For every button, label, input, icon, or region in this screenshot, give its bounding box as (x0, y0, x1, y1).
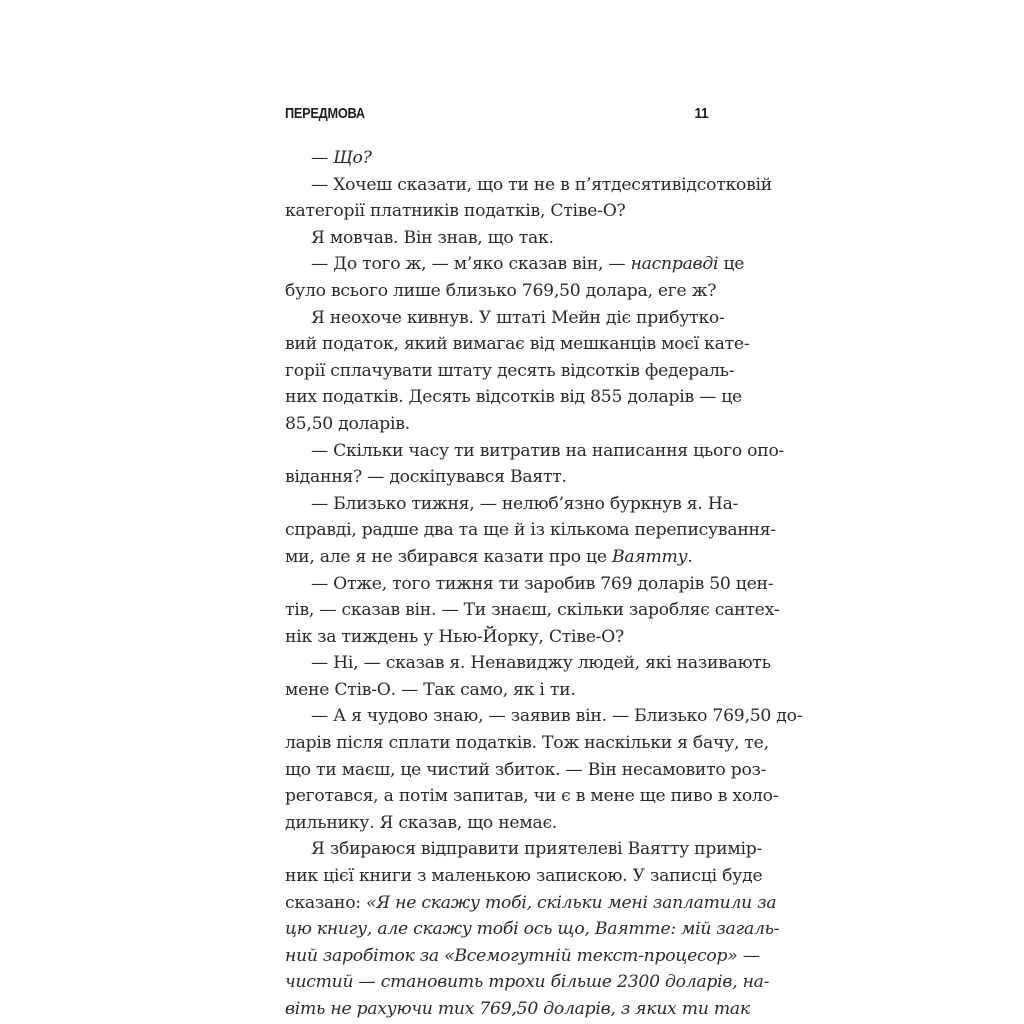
text-run: це (718, 254, 745, 275)
italic-text: Що? (333, 148, 372, 168)
text-run: категорії платників податків, Стіве-О? (285, 201, 626, 222)
italic-text: цю книгу, але скажу тобі ось що, Ваятте: мій загаль- (285, 919, 780, 940)
text-run: реготався, а потім запитав, чи є в мене ще пиво в холо- (285, 786, 779, 807)
text-run: — Отже, того тижня ти заробив 769 доларів 50 цен- (311, 573, 774, 594)
text-run: вий податок, який вимагає від мешканців моєї кате- (285, 334, 750, 355)
text-run: дильнику. Я сказав, що немає. (285, 812, 558, 833)
text-line (285, 358, 735, 385)
text-run: відання? — доскіпувався Ваятт. (285, 467, 567, 488)
text-line (285, 145, 709, 172)
italic-text: Ваятту (611, 546, 688, 567)
text-line (285, 571, 774, 598)
text-line (285, 464, 709, 491)
text-run: горії сплачувати штату десять відсотків федераль- (285, 360, 735, 381)
text-line (285, 969, 770, 996)
italic-text: «Я не скажу тобі, скільки мені заплатили за (366, 892, 777, 913)
text-run: справді, радше два та ще й із кількома переписування- (285, 520, 776, 541)
text-run: нік за тиждень у Нью-Йорку, Стіве-О? (285, 626, 624, 647)
text-run: було всього лише близько 769,50 долара, еге ж? (285, 280, 717, 301)
text-line (285, 517, 776, 544)
text-run: мене Стів-О. — Так само, як і ти. (285, 679, 576, 700)
text-line (285, 491, 739, 518)
text-run: — Близько тижня, — нелюб’язно буркнув я. На- (311, 493, 739, 514)
text-line (285, 384, 742, 411)
text-line (285, 757, 767, 784)
text-run: — Ні, — сказав я. Ненавиджу людей, які називають (311, 653, 771, 674)
text-run: ларів після сплати податків. Тож наскільки я бачу, те, (285, 733, 769, 754)
text-line (285, 278, 717, 305)
text-line (285, 810, 709, 837)
text-run: — До того ж, — м’яко сказав він, — (311, 254, 631, 275)
italic-text: ний заробіток за «Всемогутній текст-процесор» — (285, 945, 760, 966)
text-line (285, 225, 709, 252)
text-line (285, 411, 709, 438)
text-run: сказано: (285, 892, 367, 913)
text-run: 85,50 доларів. (285, 413, 410, 434)
text-line (285, 544, 709, 571)
text-run: них податків. Десять відсотків від 855 доларів — це (285, 387, 742, 408)
text-line (285, 198, 709, 225)
text-line (285, 677, 709, 704)
text-run: — Хочеш сказати, що ти не в п’ятдесятивідсотковій (311, 174, 772, 195)
italic-text: чистий — становить трохи більше 2300 доларів, на- (285, 972, 770, 993)
text-run: ник цієї книги з маленькою запискою. У записці буде (285, 866, 763, 887)
text-line (285, 996, 750, 1023)
page-number: 11 (694, 105, 708, 122)
text-line (285, 943, 760, 970)
text-run: Я збираюся відправити приятелеві Ваятту примір- (311, 839, 763, 860)
text-line (285, 331, 750, 358)
italic-text: насправді (630, 254, 719, 275)
text-run: ми, але я не збирався казати про це (285, 546, 612, 567)
text-line (285, 251, 745, 278)
text-line (285, 703, 803, 730)
text-line (285, 624, 709, 651)
text-line (285, 597, 780, 624)
running-head (285, 105, 708, 122)
text-line (285, 730, 769, 757)
text-run: — Скільки часу ти витратив на написання цього опо- (311, 440, 785, 461)
text-line (285, 305, 725, 332)
text-run: — А я чудово знаю, — заявив він. — Близько 769,50 до- (311, 706, 803, 727)
text-line (285, 863, 763, 890)
text-line (285, 783, 779, 810)
text-run: — (311, 148, 334, 168)
italic-text: віть не рахуючи тих 769,50 доларів, з яких ти так (285, 999, 750, 1019)
text-line (285, 836, 763, 863)
text-run: . (687, 546, 693, 567)
text-line (285, 172, 772, 199)
text-run: Я неохоче кивнув. У штаті Мейн діє прибутко- (311, 307, 725, 328)
text-run: що ти маєш, це чистий збиток. — Він несамовито роз- (285, 759, 767, 780)
text-line (285, 916, 780, 943)
text-run: тів, — сказав він. — Ти знаєш, скільки заробляє сантех- (285, 600, 780, 621)
text-line (285, 890, 777, 917)
text-line (285, 650, 771, 677)
text-run: Я мовчав. Він знав, що так. (311, 227, 554, 248)
text-line (285, 438, 785, 465)
body-text (285, 145, 803, 1023)
section-title: ПЕРЕДМОВА (285, 105, 365, 122)
